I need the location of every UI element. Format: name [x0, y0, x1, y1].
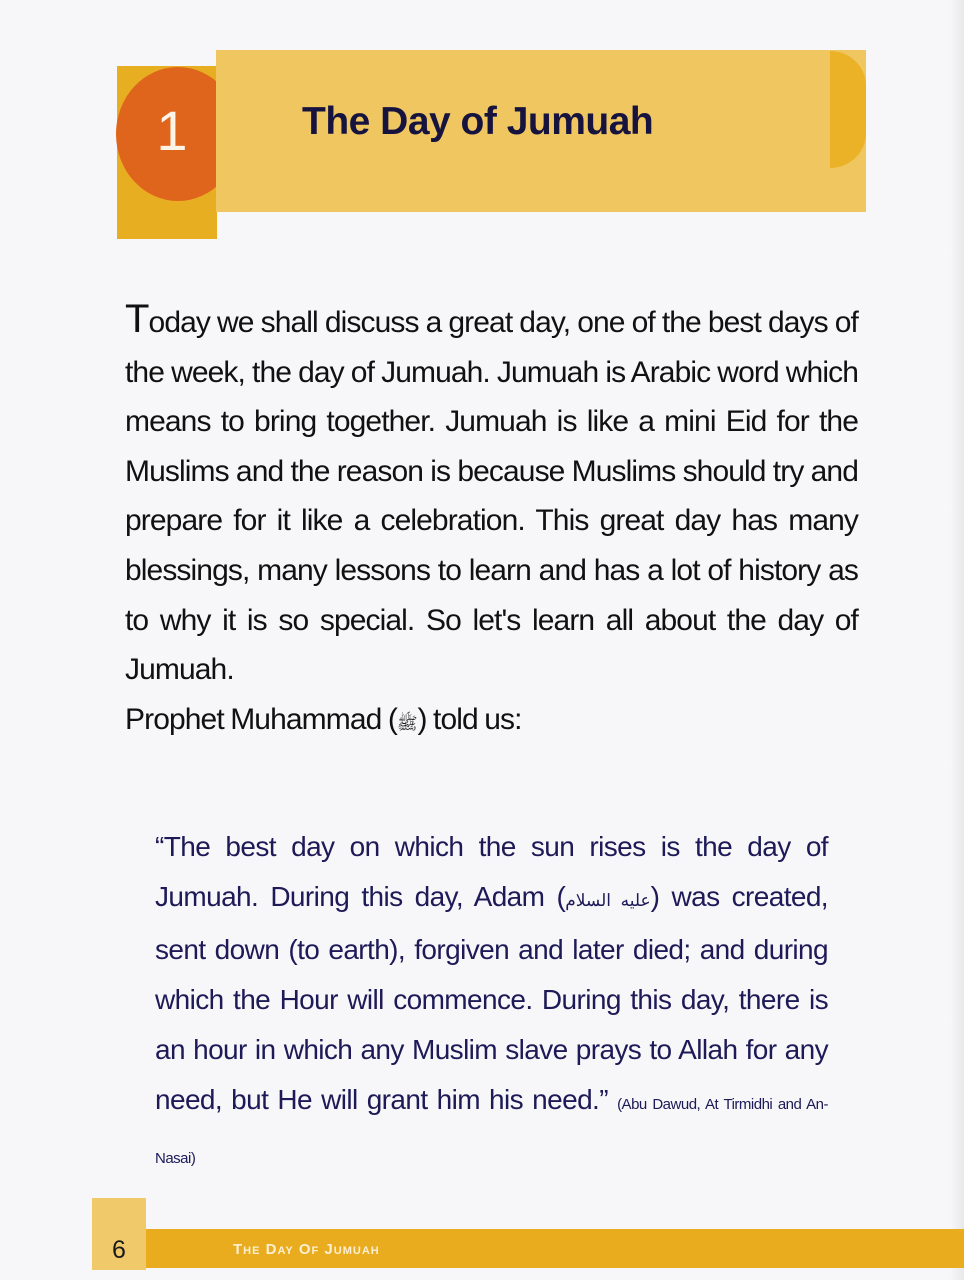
intro-text-end: ) told us: [417, 702, 522, 736]
paragraph-text: oday we shall discuss a great day, one of the best days of the week, the day of Jumuah. Jumuah is Arabic word which means to bring together. Jumuah is like a mini Eid for the Muslims and the reason is because Muslims should try and prepare for it like a celebration. This great day has many blessings, many lessons to learn and has a lot of history as to why it is so special. So let's learn all about the day of Jumuah. [125, 306, 858, 687]
drop-cap: T [125, 297, 149, 341]
honorific-glyph: عليه السلام [565, 890, 651, 910]
honorific-glyph: ﷺ [396, 713, 418, 733]
chapter-title: The Day of Jumuah [302, 100, 654, 143]
quote-citation: (Abu Dawud, At Tirmidhi and An-Nasai) [155, 1095, 828, 1168]
hadith-quote [155, 822, 828, 1184]
intro-text: Prophet Muhammad ( [125, 702, 397, 736]
chapter-number: 1 [156, 99, 188, 162]
quote-intro [125, 695, 858, 749]
quote-text-part2: ) was created, sent down (to earth), forgiven and later died; and during which the Hour will commence. During this day, there is an hour in which any Muslim slave prays to Allah for any need, but He will grant him his need.” [155, 880, 828, 1115]
banner-half-circle [830, 51, 866, 168]
page-number: 6 [112, 1236, 126, 1264]
body-paragraph [125, 298, 858, 748]
quote-text-part1: “The best day on which the sun rises is the day of Jumuah. During this day, Adam ( [155, 831, 828, 912]
running-title: The Day Of Jumuah [233, 1241, 380, 1258]
page-edge-shadow [950, 0, 964, 1280]
